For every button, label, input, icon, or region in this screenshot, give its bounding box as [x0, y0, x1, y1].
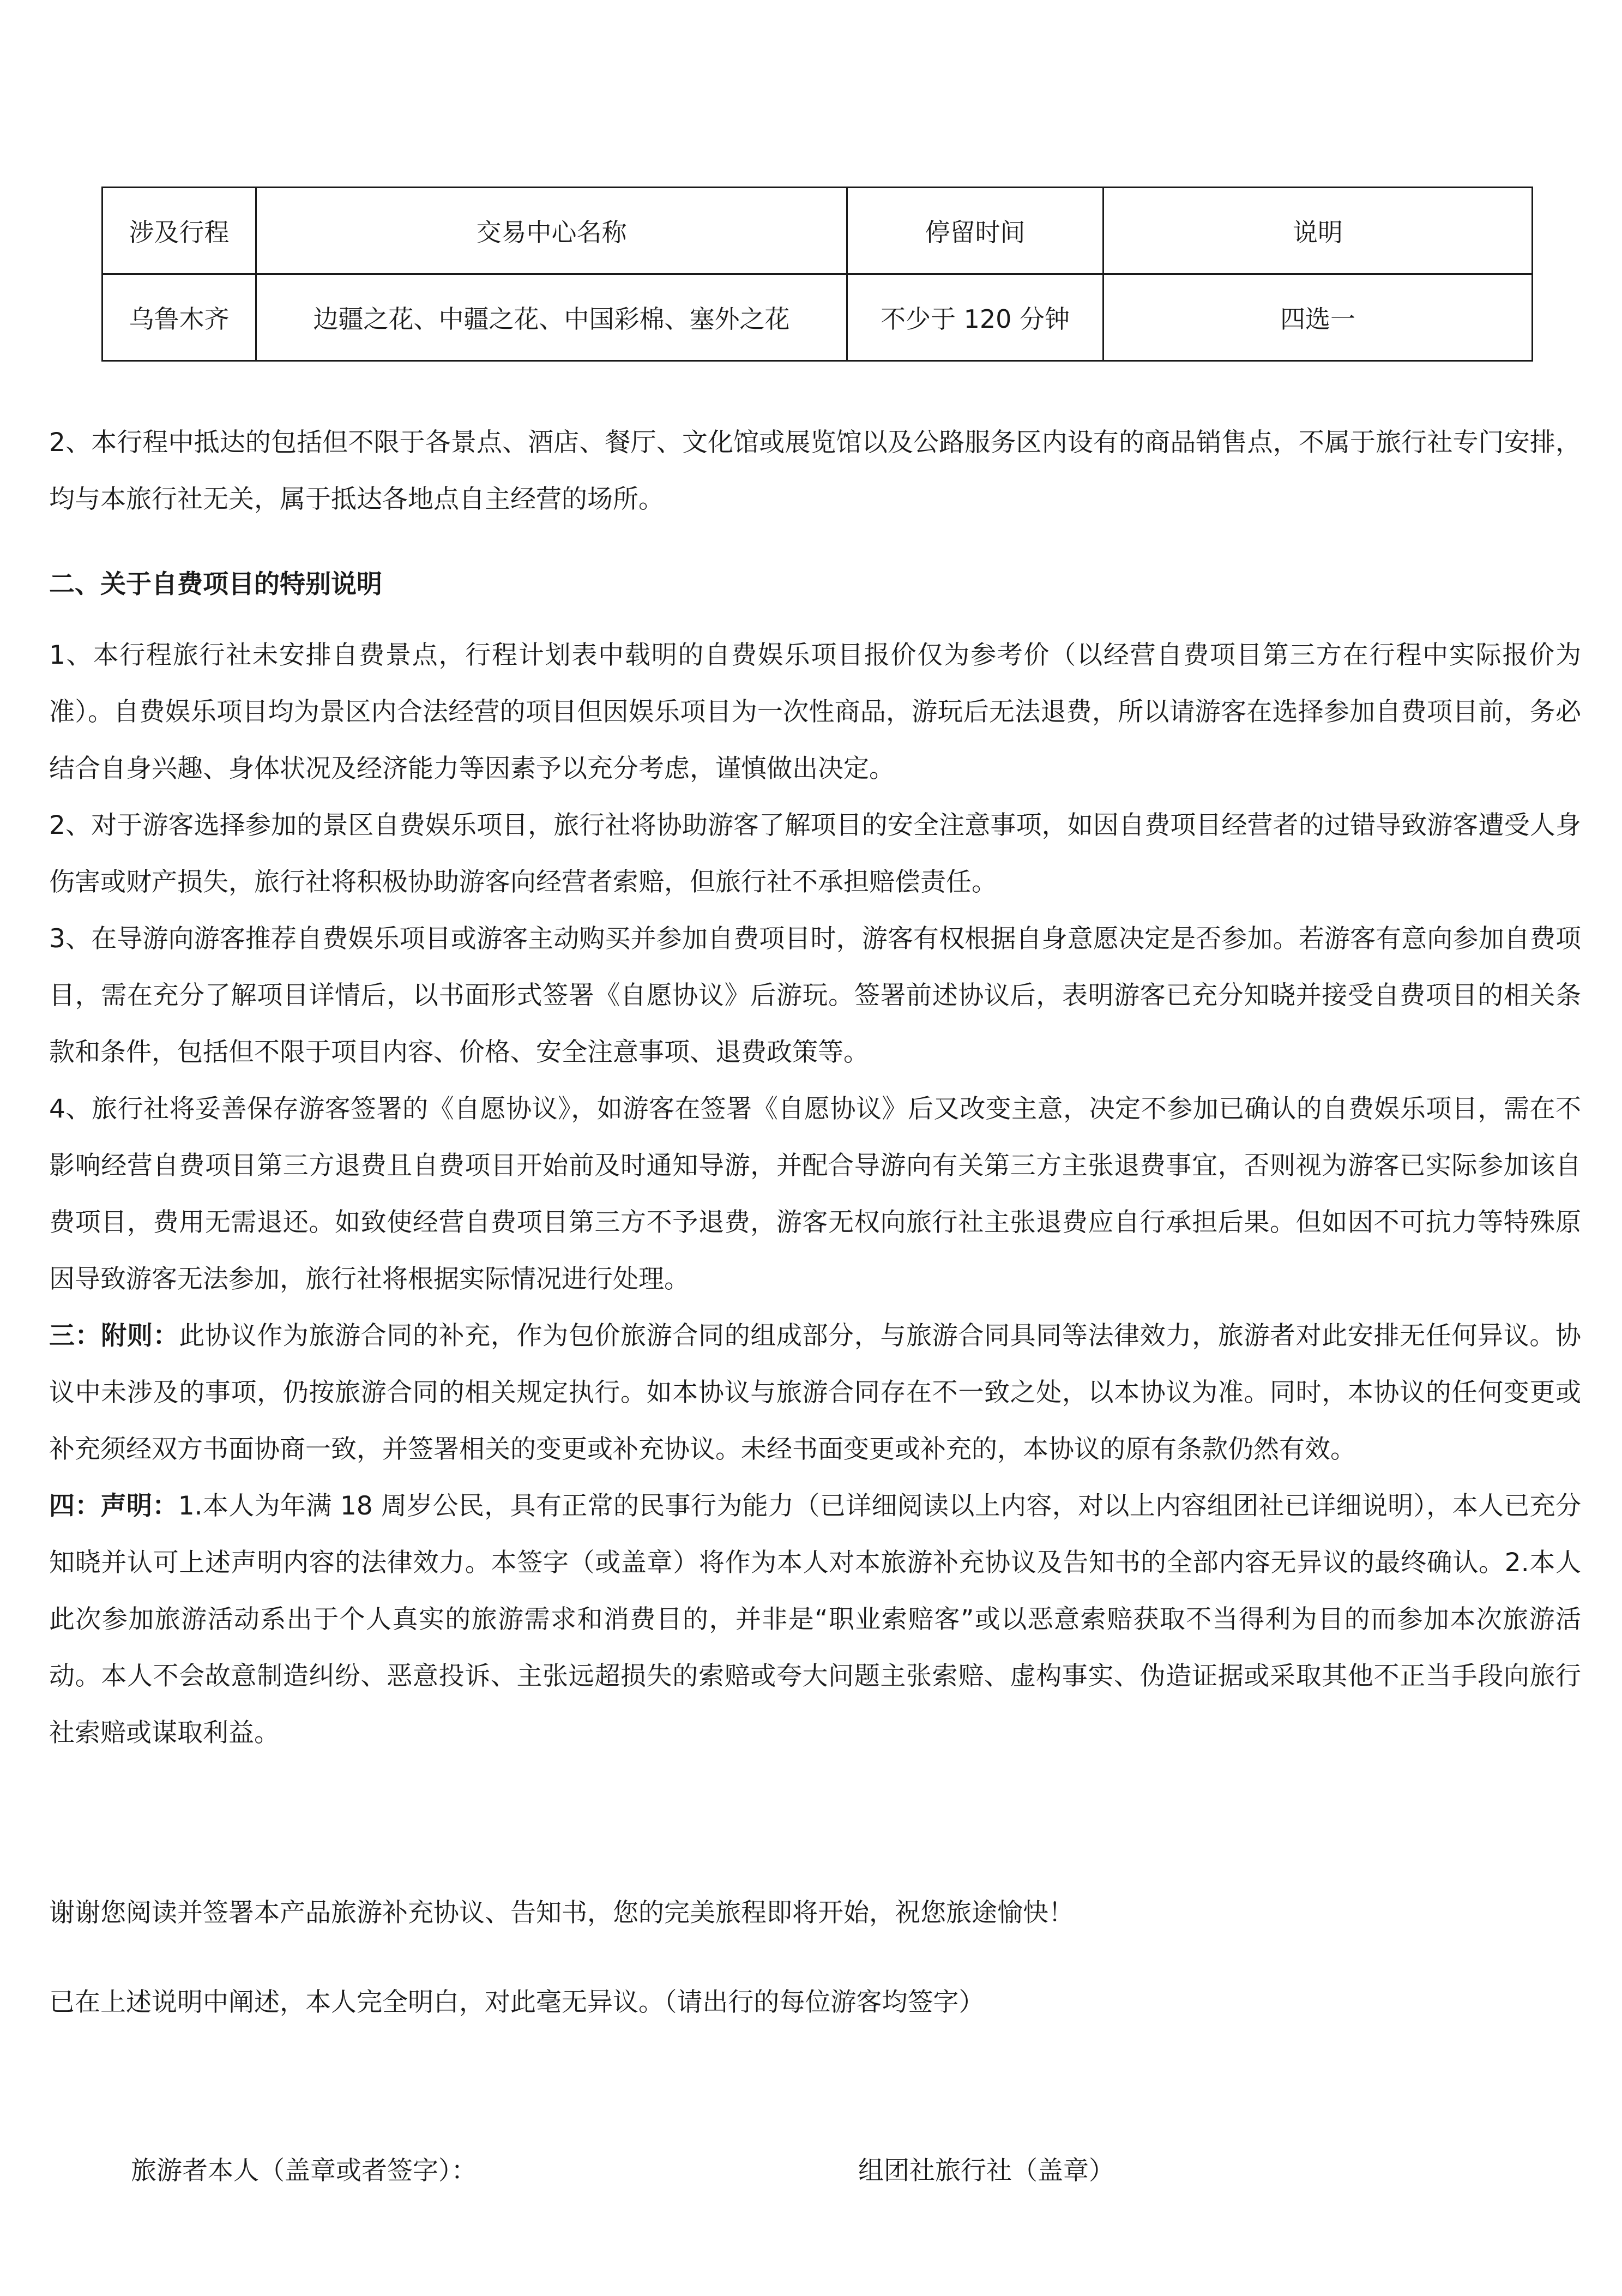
table-header-cell: 停留时间	[847, 188, 1104, 274]
table-cell: 四选一	[1104, 274, 1533, 361]
section2-item: 2、对于游客选择参加的景区自费娱乐项目，旅行社将协助游客了解项目的安全注意事项，如因自费项目经营者的过错导致游客遭受人身伤害或财产损失，旅行社将积极协助游客向经营者索赔，但旅行社不承担赔偿责任。	[49, 810, 1581, 897]
closing-confirm: 已在上述说明中阐述，本人完全明白，对此毫无异议。（请出行的每位游客均签字）	[49, 1987, 985, 2017]
section4-text: 1.本人为年满 18 周岁公民，具有正常的民事行为能力（已详细阅读以上内容，对以上内容组团社已详细说明），本人已充分知晓并认可上述声明内容的法律效力。本签字（或盖章）将作为本人对本旅游补充协议及告知书的全部内容无异议的最终确认。2.本人此次参加旅游活动系出于个人真实的旅游需求和消费目的，并非是“职业索赔客”或以恶意索赔获取不当得利为目的而参加本次旅游活动。本人不会故意制造纠纷、恶意投诉、主张远超损失的索赔或夸大问题主张索赔、虚构事实、伪造证据或采取其他不正当手段向旅行社索赔或谋取利益。	[49, 1491, 1582, 1748]
section1-paragraph	[49, 414, 1581, 528]
section2-item: 1、本行程旅行社未安排自费景点，行程计划表中载明的自费娱乐项目报价仅为参考价（以经营自费项目第三方在行程中实际报价为准）。自费娱乐项目均为景区内合法经营的项目但因娱乐项目为一次性商品，游玩后无法退费，所以请游客在选择参加自费项目前，务必结合自身兴趣、身体状况及经济能力等因素予以充分考虑，谨慎做出决定。	[49, 640, 1581, 784]
section4-label: 四：声明：	[49, 1491, 178, 1521]
table-cell: 边疆之花、中疆之花、中国彩棉、塞外之花	[256, 274, 847, 361]
section3-label: 三：附则：	[49, 1321, 179, 1351]
section2-title: 二、关于自费项目的特别说明	[49, 569, 382, 599]
section4-paragraph	[49, 1478, 1581, 1762]
section3-text: 此协议作为旅游合同的补充，作为包价旅游合同的组成部分，与旅游合同具同等法律效力，旅游者对此安排无任何异议。协议中未涉及的事项，仍按旅游合同的相关规定执行。如本协议与旅游合同存在不一致之处，以本协议为准。同时，本协议的任何变更或补充须经双方书面协商一致，并签署相关的变更或补充协议。未经书面变更或补充的，本协议的原有条款仍然有效。	[49, 1321, 1582, 1464]
agency-signature-label: 组团社旅行社（盖章）	[858, 2156, 1114, 2186]
closing-thanks: 谢谢您阅读并签署本产品旅游补充协议、告知书，您的完美旅程即将开始，祝您旅途愉快！	[49, 1898, 1074, 1928]
table-cell: 乌鲁木齐	[102, 274, 256, 361]
tourist-signature-label: 旅游者本人（盖章或者签字）：	[131, 2156, 477, 2186]
section2	[49, 556, 1581, 613]
section1-para2: 2、本行程中抵达的包括但不限于各景点、酒店、餐厅、文化馆或展览馆以及公路服务区内设有的商品销售点，不属于旅行社专门安排，均与本旅行社无关，属于抵达各地点自主经营的场所。	[49, 428, 1581, 514]
table-header-cell: 涉及行程	[102, 188, 256, 274]
trade-center-table	[101, 187, 1533, 362]
section2-item: 4、旅行社将妥善保存游客签署的《自愿协议》，如游客在签署《自愿协议》后又改变主意，决定不参加已确认的自费娱乐项目，需在不影响经营自费项目第三方退费且自费项目开始前及时通知导游，并配合导游向有关第三方主张退费事宜，否则视为游客已实际参加该自费项目，费用无需退还。如致使经营自费项目第三方不予退费，游客无权向旅行社主张退费应自行承担后果。但如因不可抗力等特殊原因导致游客无法参加，旅行社将根据实际情况进行处理。	[49, 1094, 1581, 1294]
table-row	[102, 274, 1533, 361]
section2-items	[49, 627, 1581, 1762]
table-cell: 不少于 120 分钟	[847, 274, 1104, 361]
table-header-row	[102, 188, 1533, 274]
section2-item: 3、在导游向游客推荐自费娱乐项目或游客主动购买并参加自费项目时，游客有权根据自身意愿决定是否参加。若游客有意向参加自费项目，需在充分了解项目详情后，以书面形式签署《自愿协议》后游玩。签署前述协议后，表明游客已充分知晓并接受自费项目的相关条款和条件，包括但不限于项目内容、价格、安全注意事项、退费政策等。	[49, 924, 1581, 1067]
table-header-cell: 交易中心名称	[256, 188, 847, 274]
table-header-cell: 说明	[1104, 188, 1533, 274]
closing-thanks-block	[49, 1885, 1581, 1942]
section3-paragraph	[49, 1308, 1581, 1478]
closing-confirm-block	[49, 1974, 1581, 2031]
